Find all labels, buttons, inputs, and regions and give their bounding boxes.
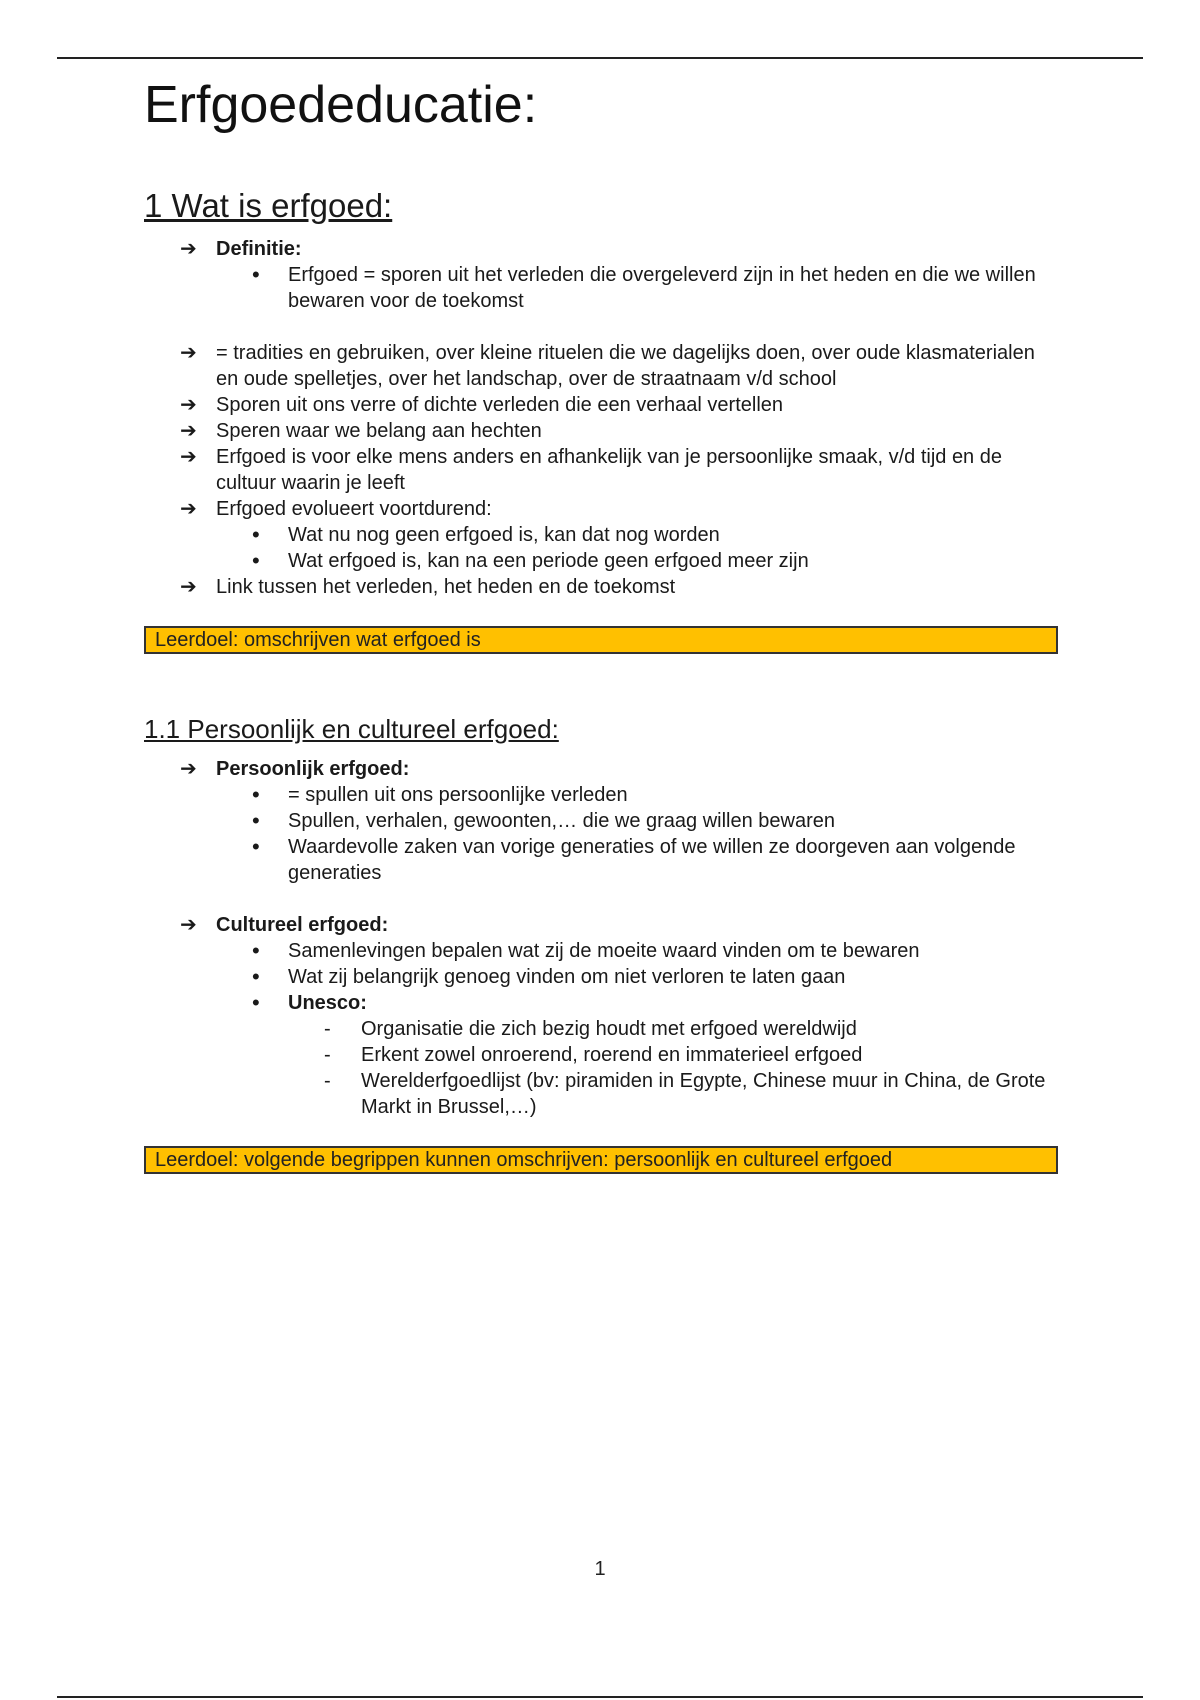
dash-icon: -: [324, 1070, 331, 1092]
list-item: ➔ Erfgoed is voor elke mens anders en afhankelijk van je persoonlijke smaak, v/d tijd en de cultuur waarin je leeft: [180, 446, 1002, 494]
bullet-icon: •: [252, 834, 260, 859]
list-item: • = spullen uit ons persoonlijke verleden: [252, 782, 628, 807]
list-item-unesco: • Unesco:: [252, 990, 367, 1015]
list-item: ➔ Sporen uit ons verre of dichte verleden die een verhaal vertellen: [180, 394, 784, 416]
list-item: - Erkent zowel onroerend, roerend en immaterieel erfgoed: [324, 1044, 863, 1066]
arrow-right-icon: ➔: [180, 342, 197, 364]
section-1-list: [144, 236, 1059, 600]
list-item: ➔ = tradities en gebruiken, over kleine rituelen die we dagelijks doen, over oude klasmaterialen en oude spelletjes, over het landschap, over de straatnaam v/d school: [180, 342, 1035, 390]
list-item: ➔ Erfgoed evolueert voortdurend:: [180, 498, 492, 520]
list-item-definition: ➔ Definitie:: [180, 238, 302, 260]
bullet-icon: •: [252, 808, 260, 833]
list-item: • Erfgoed = sporen uit het verleden die overgeleverd zijn in het heden en die we willen bewaren voor de toekomst: [252, 262, 1036, 312]
list-item: ➔ Speren waar we belang aan hechten: [180, 420, 542, 442]
arrow-right-icon: ➔: [180, 576, 197, 598]
list-item: • Waardevolle zaken van vorige generaties of we willen ze doorgeven aan volgende generaties: [252, 834, 1016, 884]
bullet-icon: •: [252, 262, 260, 287]
bullet-icon: •: [252, 548, 260, 573]
page-content: [144, 72, 1059, 1174]
arrow-right-icon: ➔: [180, 394, 197, 416]
bullet-icon: •: [252, 964, 260, 989]
list-item: - Werelderfgoedlijst (bv: piramiden in Egypte, Chinese muur in China, de Grote Markt in Brussel,…): [324, 1070, 1046, 1118]
arrow-right-icon: ➔: [180, 914, 197, 936]
bullet-icon: •: [252, 990, 260, 1015]
arrow-right-icon: ➔: [180, 238, 197, 260]
list-item: • Samenlevingen bepalen wat zij de moeite waard vinden om te bewaren: [252, 938, 920, 963]
learning-goal-1: Leerdoel: omschrijven wat erfgoed is: [144, 626, 1058, 654]
section-1-1-heading: 1.1 Persoonlijk en cultureel erfgoed:: [144, 714, 559, 744]
arrow-right-icon: ➔: [180, 446, 197, 468]
list-item: • Wat nu nog geen erfgoed is, kan dat nog worden: [252, 522, 720, 547]
list-item: ➔ Link tussen het verleden, het heden en de toekomst: [180, 576, 676, 598]
list-item: • Wat erfgoed is, kan na een periode geen erfgoed meer zijn: [252, 548, 809, 573]
list-item: • Wat zij belangrijk genoeg vinden om niet verloren te laten gaan: [252, 964, 846, 989]
arrow-right-icon: ➔: [180, 758, 197, 780]
section-1-1-list: [144, 756, 1059, 1120]
page-number: 1: [594, 1558, 606, 1580]
bullet-icon: •: [252, 782, 260, 807]
bullet-icon: •: [252, 522, 260, 547]
section-1-heading: 1 Wat is erfgoed:: [144, 187, 393, 224]
dash-icon: -: [324, 1018, 331, 1040]
page-title: Erfgoededucatie:: [144, 76, 538, 134]
list-item-cultural: ➔ Cultureel erfgoed:: [180, 914, 389, 936]
bullet-icon: •: [252, 938, 260, 963]
list-item: • Spullen, verhalen, gewoonten,… die we graag willen bewaren: [252, 808, 836, 833]
header-rule: [57, 57, 1143, 59]
list-item-personal: ➔ Persoonlijk erfgoed:: [180, 758, 410, 780]
list-item: - Organisatie die zich bezig houdt met erfgoed wereldwijd: [324, 1018, 857, 1040]
arrow-right-icon: ➔: [180, 420, 197, 442]
arrow-right-icon: ➔: [180, 498, 197, 520]
footer-rule: [57, 1696, 1143, 1698]
dash-icon: -: [324, 1044, 331, 1066]
learning-goal-2: Leerdoel: volgende begrippen kunnen omschrijven: persoonlijk en cultureel erfgoed: [144, 1146, 1058, 1174]
